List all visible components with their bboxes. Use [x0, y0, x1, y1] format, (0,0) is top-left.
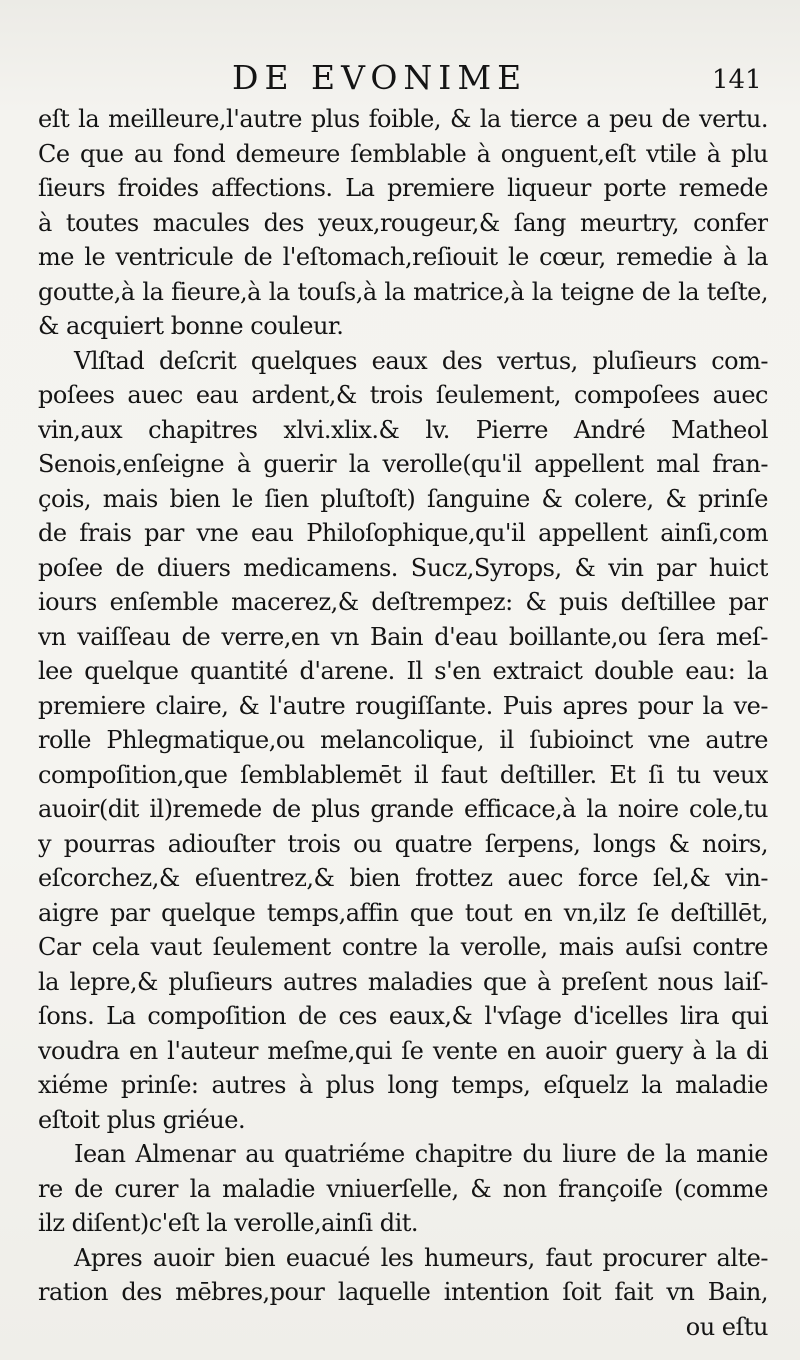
text-line: aigre par quelque temps,affin que tout en vn,ilz ſe deſtillēt, [38, 898, 768, 927]
text-line: de frais par vne eau Philoſophique,qu'il appellent ainſi,com [38, 519, 768, 547]
text-line: eſt la meilleure,l'autre plus foible, & la tierce a peu de vertu. [38, 105, 768, 133]
text-line: & acquiert bonne couleur. [38, 312, 344, 340]
catchword: ou eſtu [685, 1312, 768, 1341]
text-line: eſtoit plus griéue. [38, 1105, 246, 1134]
body-text [38, 102, 768, 1344]
text-line: Iean Almenar au quatriéme chapitre du liure de la manie [74, 1140, 768, 1168]
page-header [0, 58, 800, 98]
running-title: DE EVONIME [232, 58, 528, 97]
text-line: la lepre,& pluſieurs autres maladies que à preſent nous laiſ- [38, 967, 768, 996]
text-line: re de curer la maladie vniuerſelle, & non françoiſe (comme [38, 1174, 768, 1203]
text-line: voudra en l'auteur meſme,qui ſe vente en auoir guery à la di [38, 1036, 768, 1065]
text-line: Senois,enſeigne à guerir la verolle(qu'il appellent mal fran- [38, 450, 768, 478]
text-line: lee quelque quantité d'arene. Il s'en extraict double eau: la [38, 657, 768, 685]
text-line: xiéme prinſe: autres à plus long temps, eſquelz la maladie [38, 1071, 768, 1099]
text-line: iours enſemble macerez,& deſtrempez: & puis deſtillee par [38, 588, 768, 616]
text-line: goutte,à la fieure,à la touſs,à la matrice,à la teigne de la teſte, [38, 277, 768, 306]
page-number: 141 [712, 65, 762, 95]
text-line: çois, mais bien le ſien pluſtoſt) ſanguine & colere, & prinſe [38, 484, 768, 513]
text-line: poſee de diuers medicamens. Sucz,Syrops, & vin par huict [38, 553, 768, 582]
text-line: premiere claire, & l'autre rougiſſante. Puis apres pour la ve- [38, 691, 768, 720]
text-line: Vlſtad deſcrit quelques eaux des vertus, pluſieurs com- [74, 346, 768, 375]
text-line: ſons. La compoſition de ces eaux,& l'vſage d'icelles lira qui [38, 1002, 768, 1030]
text-line: rolle Phlegmatique,ou melancolique, il ſubioinct vne autre [38, 726, 768, 754]
text-line: ilz diſent)c'eſt la verolle,ainſi dit. [38, 1209, 419, 1237]
text-line: compoſition,que ſemblablemēt il faut deſtiller. Et ſi tu veux [38, 760, 768, 789]
text-line: vin,aux chapitres xlvi.xlix.& lv. Pierre André Matheol [38, 415, 768, 444]
text-line: Ce que au fond demeure ſemblable à onguent,eſt vtile à plu [38, 139, 768, 168]
text-line: ſieurs froides affections. La premiere liqueur porte remede [38, 174, 768, 202]
text-line: Apres auoir bien euacué les humeurs, faut procurer alte- [74, 1243, 768, 1272]
text-line: poſees auec eau ardent,& trois ſeulement, compoſees auec [38, 381, 768, 409]
text-line: Car cela vaut ſeulement contre la verolle, mais auſsi contre [38, 933, 768, 961]
text-line: eſcorchez,& eſuentrez,& bien frottez auec force ſel,& vin- [38, 864, 768, 892]
text-line: me le ventricule de l'eſtomach,reſiouit le cœur, remedie à la [38, 243, 768, 271]
text-line: ration des mēbres,pour laquelle intention ſoit fait vn Bain, [38, 1278, 768, 1306]
text-line: à toutes macules des yeux,rougeur,& ſang meurtry, confer [38, 208, 768, 237]
text-line: auoir(dit il)remede de plus grande efficace,à la noire cole,tu [38, 795, 768, 823]
text-line: vn vaiſſeau de verre,en vn Bain d'eau boillante,ou ſera meſ- [38, 622, 768, 651]
text-line: y pourras adiouſter trois ou quatre ſerpens, longs & noirs, [38, 829, 768, 858]
